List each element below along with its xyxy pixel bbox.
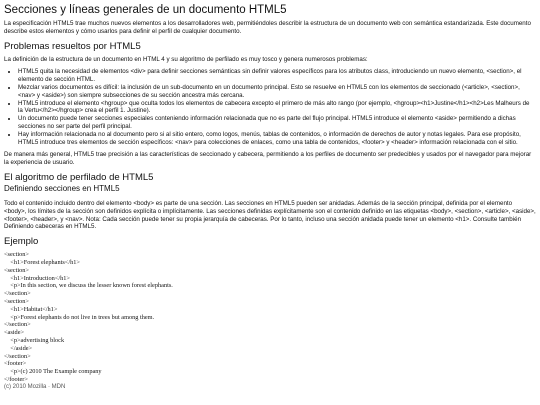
- section2-paragraph: Todo el contenido incluido dentro del elemento <body> es parte de una sección. Las secciones en HTML5 pueden ser anidadas. Además de la sección principal, definida por el elemento <body>, los límites de la sección son definidos explícita o implícitamente. Las secciones definidas explícitamente son el contenido definido en las etiquetas <body>, <section>, <article>, <aside>, <footer>, <header>, y <nav>. Nota: Cada sección puede tener su propia jerarquía de cabeceras. Por lo tanto, incluso una sección anidada puede tener un elemento <h1>. Consulte también Definiendo cabeceras en HTML5.: [4, 199, 536, 231]
- list-item: • HTML5 quita la necesidad de elementos <div> para definir secciones semánticas sin definir valores específicos para los atributos class, introduciendo un nuevo elemento, <section>, el elemento de sección HTML.: [18, 68, 536, 84]
- section1-heading: Problemas resueltos por HTML5: [4, 40, 141, 52]
- page-title: Secciones y líneas generales de un documento HTML5: [4, 4, 287, 16]
- section1-closing: De manera más general, HTML5 trae precisión a las características de seccionado y cabecera, permitiendo a los perfiles de documento ser predecibles y usados por el navegador para mejorar la experiencia de usuario.: [4, 151, 532, 167]
- list-item: • Mezclar varios documentos es difícil: la inclusión de un sub-documento en un documento principal. Esto se resuelve en HTML5 con los elementos de seccionado (<article>, <section>, <nav> y <aside>) son siempre subsecciones de su sección ancestra más cercana.: [18, 84, 536, 100]
- page-footer-note: (c) 2010 Mozilla · MDN: [4, 383, 66, 390]
- intro-paragraph: La especificación HTML5 trae muchos nuevos elementos a los desarrolladores web, permitiéndoles describir la estructura de un documento web con semántica estandarizada. Este documento describe estos elementos y cómo usarlos para definir el perfil de cualquier documento.: [4, 20, 531, 35]
- list-item: • Hay información relacionada no al documento pero si al sitio entero, como logos, menús, tablas de contenidos, o información de derechos de autor y notas legales. Para ese propósito, HTML5 introduce tres elementos de sección específicos: <nav> para colecciones de enlaces, como una tabla de contenidos, <footer> y <header> información relacionada con el sitio.: [18, 131, 536, 147]
- example-code: <section> <h1>Forest elephants</h1> <section> <h1>Introduction</h1> <p>In this section, we discuss the lesser known forest elephants. </section> <section> <h1>Habitat</h1> <p>Forest elephants do not live in trees but among them. </section> <aside> <p>advertising block </aside> </section> <footer> <p>(c) 2010 The Example company </footer>: [4, 251, 173, 383]
- section2-subheading: Definiendo secciones en HTML5: [4, 183, 120, 193]
- list-item: • HTML5 introduce el elemento <hgroup> que oculta todos los elementos de cabecera excepto el primero de más alto rango (por ejemplo, <hgroup><h1>Justine</h1><h2>Les Malheurs de la Vertu</h2></hgroup> crea el perfil 1. Justine).: [18, 100, 536, 116]
- section2-heading: El algoritmo de perfilado de HTML5: [4, 171, 154, 183]
- example-heading: Ejemplo: [4, 236, 39, 248]
- list-item: • Un documento puede tener secciones especiales conteniendo información relacionada que no es parte del flujo principal. HTML5 introduce el elemento <aside> permitiendo a dichas secciones no ser parte del perfil principal.: [18, 115, 536, 131]
- section1-paragraph: La definición de la estructura de un documento en HTML 4 y su algoritmo de perfilado es muy tosco y genera numerosos problemas:: [4, 55, 368, 63]
- problems-list: [4, 68, 536, 146]
